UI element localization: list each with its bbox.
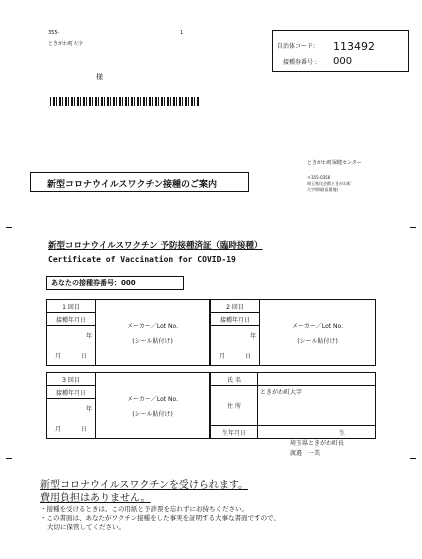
certificate-title-ja: 新型コロナウイルスワクチン 予防接種済証（臨時接種） — [48, 241, 263, 251]
dose2-lot-cell — [260, 300, 376, 366]
dose3-day: 日 — [80, 425, 87, 433]
notice-line2: 費用負担はありません。 — [40, 493, 151, 504]
dose1-day: 日 — [80, 352, 87, 360]
dose3-sticker: (シール貼付け) — [132, 410, 173, 418]
customer-barcode — [50, 97, 200, 106]
postal-code: 355- — [48, 30, 60, 36]
guide-title-box — [30, 172, 249, 192]
sender-org: ときがわ町保健センター — [307, 160, 362, 166]
sender-address2: 大字関堀(仮番地) — [307, 187, 339, 192]
dose2-label: 2 回目 — [211, 300, 260, 313]
mayor-title: 埼玉県ときがわ町長 — [290, 440, 345, 447]
voucher-number-value: 000 — [333, 56, 353, 67]
dose1-maker-lot: メーカー／Lot No. — [126, 322, 178, 330]
dose2-maker-lot: メーカー／Lot No. — [291, 322, 343, 330]
notice-line1: 新型コロナウイルスワクチンを受けられます。 — [40, 480, 249, 491]
recipient-address: ときがわ町大字 — [48, 41, 84, 47]
sender-postal: 〒355-0356 — [307, 175, 331, 180]
dose3-table — [46, 372, 210, 439]
dose2-sticker: (シール貼付け) — [297, 337, 338, 345]
fold-mark — [6, 227, 12, 228]
dose1-table — [46, 299, 210, 366]
municipality-code-value: 113492 — [333, 40, 375, 53]
birth-label: 生年月日 — [211, 426, 258, 439]
dose1-month: 月 — [55, 352, 62, 360]
address-label: 住 所 — [211, 386, 258, 426]
name-label: 氏 名 — [211, 373, 258, 386]
postal-code-number: 1 — [180, 30, 184, 36]
birth-suffix: 生 — [258, 426, 376, 439]
dose2-table — [210, 299, 376, 366]
dose3-maker-lot: メーカー／Lot No. — [126, 395, 178, 403]
dose3-date-label: 接種年月日 — [47, 386, 96, 399]
notice-bullet2: ・この書面は、あなたがワクチン接種をした事実を証明する大事な書面ですので、 — [40, 514, 281, 522]
sender-address: 埼玉県比企郡ときがわ町 — [307, 181, 351, 186]
recipient-honorific: 様 — [96, 73, 103, 81]
dose2-date-label: 接種年月日 — [211, 313, 260, 326]
your-voucher-box — [46, 276, 184, 290]
municipality-code-label: 自治体コード: — [277, 43, 316, 50]
dose2-day: 日 — [244, 352, 251, 360]
notice-bullet3: 大切に保管してください。 — [47, 523, 125, 531]
dose3-month: 月 — [55, 425, 62, 433]
dose3-year: 年 — [47, 399, 96, 419]
dose2-month: 月 — [219, 352, 226, 360]
fold-mark — [410, 458, 416, 459]
mayor-name: 渡邉 一美 — [290, 450, 321, 457]
code-box — [272, 30, 409, 72]
voucher-number-label: 接種券番号 : — [283, 59, 317, 66]
person-table — [210, 372, 376, 439]
notice-bullet1: ・接種を受けるときは、この用紙と予診票を忘れずにお持ちください。 — [40, 505, 248, 513]
dose3-label: 3 回目 — [47, 373, 96, 386]
certificate-title-en: Certificate of Vaccination for COVID-19 — [48, 255, 236, 264]
your-voucher-label: あなたの接種券番号：000 — [51, 279, 136, 287]
name-value — [258, 373, 376, 386]
address-value: ときがわ町大字 — [258, 386, 376, 426]
guide-title: 新型コロナウイルスワクチン接種のご案内 — [47, 180, 218, 190]
dose1-year: 年 — [47, 326, 96, 346]
dose1-label: 1 回目 — [47, 300, 96, 313]
dose3-lot-cell — [96, 373, 210, 439]
dose1-lot-cell — [96, 300, 210, 366]
fold-mark — [6, 458, 12, 459]
fold-mark — [410, 227, 416, 228]
dose1-sticker: (シール貼付け) — [132, 337, 173, 345]
dose1-date-label: 接種年月日 — [47, 313, 96, 326]
dose2-year: 年 — [211, 326, 260, 346]
